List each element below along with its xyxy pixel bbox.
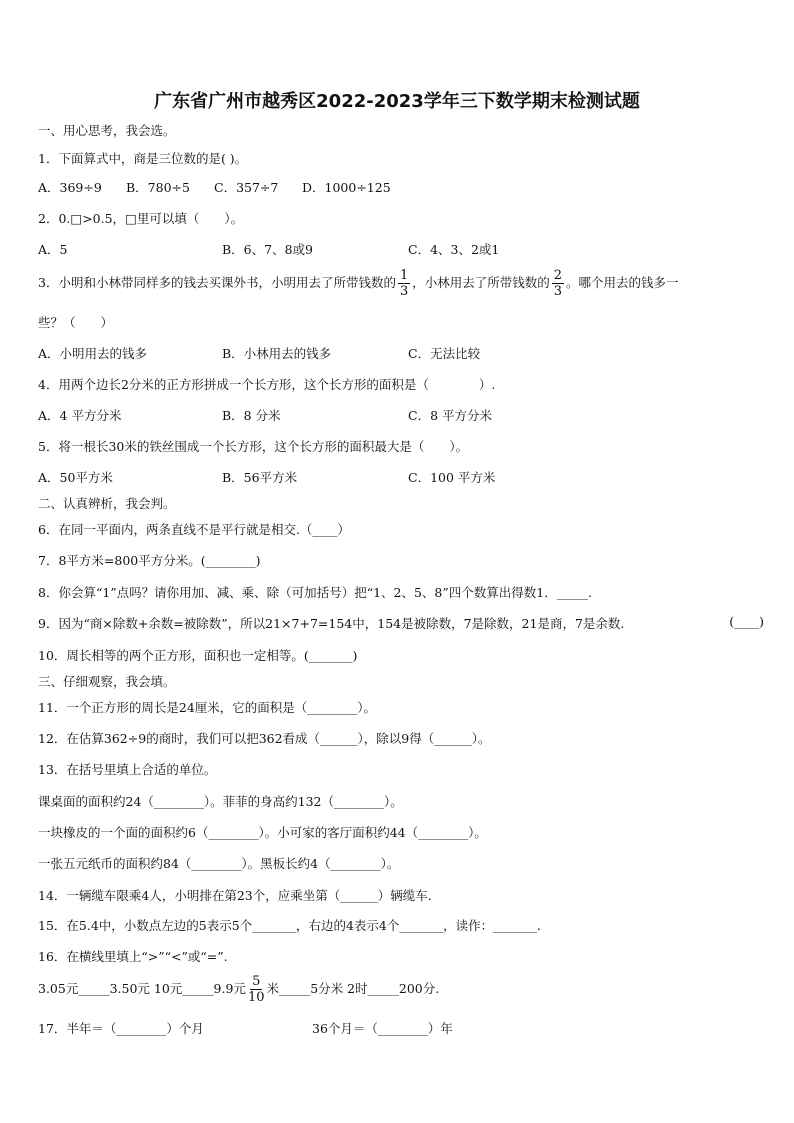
question-3: 3．小明和小林带同样多的钱去买课外书，小明用去了所带钱数的 $\frac{1}{3}$ ，小林用去了所带钱数的 $\frac{2}{3}$ 。哪个用去的钱多一 — [38, 268, 679, 299]
question-16: 16．在横线里填上“>”“<”或“=”. — [38, 949, 228, 964]
question-5: 5．将一根长30米的铁丝围成一个长方形，这个长方形的面积最大是（ ）。 — [38, 439, 469, 454]
option-d: D．1000÷125 — [302, 180, 391, 195]
option-b: B．8 分米 — [222, 408, 281, 423]
question-8: 8．你会算“1”点吗？请你用加、减、乘、除（可加括号）把“1、2、5、8”四个数算出得数1．_____. — [38, 585, 592, 600]
question-3-continued: 些？（ ） — [38, 315, 114, 330]
question-17: 17．半年＝（________）个月 36个月＝（________）年 — [38, 1021, 453, 1036]
question-1: 1．下面算式中，商是三位数的是( )。 — [38, 151, 248, 166]
section-heading-1: 一、用心思考，我会选。 — [38, 123, 176, 138]
question-14: 14．一辆缆车限乘4人，小明排在第23个，应乘坐第（______）辆缆车. — [38, 888, 432, 903]
question-7: 7．8平方米=800平方分米。(________) — [38, 553, 261, 568]
question-13: 13．在括号里填上合适的单位。 — [38, 762, 217, 777]
option-b: B．小林用去的钱多 — [222, 346, 332, 361]
question-9: 9．因为“商×除数+余数=被除数”，所以21×7+7=154中，154是被除数，7是除数，21是商，7是余数. (____) — [38, 614, 764, 631]
answer-blank[interactable]: (____) — [729, 614, 764, 629]
question-15: 15．在5.4中，小数点左边的5表示5个_______，右边的4表示4个_______，读作：_______. — [38, 918, 541, 933]
question-13-line-2: 一块橡皮的一个面的面积约6（________）。小可家的客厅面积约44（________）。 — [38, 825, 487, 840]
option-b: B．56平方米 — [222, 470, 298, 485]
question-16-line: 3.05元_____3.50元 10元_____9.9元 $\frac{5}{10}$ 米_____5分米 2时_____200分. — [38, 974, 440, 1005]
section-heading-3: 三、仔细观察，我会填。 — [38, 674, 176, 689]
question-12: 12．在估算362÷9的商时，我们可以把362看成（______），除以9得（______）。 — [38, 731, 491, 746]
question-6: 6．在同一平面内，两条直线不是平行就是相交.（____） — [38, 522, 350, 537]
option-a: A．369÷9 — [38, 180, 102, 195]
option-c: C．4、3、2或1 — [408, 242, 500, 257]
section-heading-2: 二、认真辨析，我会判。 — [38, 496, 176, 511]
option-c: C．100 平方米 — [408, 470, 496, 485]
option-b: B．6、7、8或9 — [222, 242, 313, 257]
option-c: C．357÷7 — [214, 180, 279, 195]
question-10: 10．周长相等的两个正方形，面积也一定相等。(_______) — [38, 648, 358, 663]
option-a: A．50平方米 — [38, 470, 113, 485]
option-c: C．8 平方分米 — [408, 408, 492, 423]
option-a: A．5 — [38, 242, 68, 257]
option-b: B．780÷5 — [126, 180, 190, 195]
page-title: 广东省广州市越秀区2022-2023学年三下数学期末检测试题 — [154, 91, 640, 112]
option-a: A．小明用去的钱多 — [38, 346, 148, 361]
question-2: 2．0.□>0.5，□里可以填（ ）。 — [38, 211, 244, 226]
option-a: A．4 平方分米 — [38, 408, 122, 423]
question-4: 4．用两个边长2分米的正方形拼成一个长方形，这个长方形的面积是（ ）. — [38, 377, 496, 392]
question-11: 11．一个正方形的周长是24厘米，它的面积是（________）。 — [38, 700, 377, 715]
fraction-two-thirds: $\frac{2}{3}$ — [553, 268, 563, 299]
question-13-line-1: 课桌面的面积约24（________）。菲菲的身高约132（________）。 — [38, 794, 403, 809]
option-c: C．无法比较 — [408, 346, 481, 361]
fraction-one-third: $\frac{1}{3}$ — [399, 268, 409, 299]
fraction-five-tenths: $\frac{5}{10}$ — [247, 974, 265, 1005]
question-13-line-3: 一张五元纸币的面积约84（________）。黑板长约4（________）。 — [38, 856, 400, 871]
